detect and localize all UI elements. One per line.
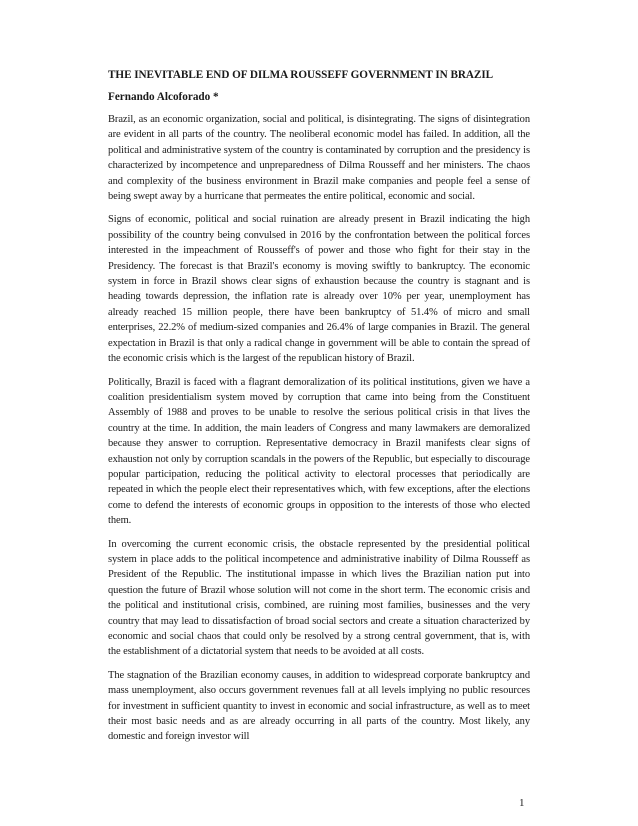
- paragraph: Brazil, as an economic organization, social and political, is disintegrating. The signs of disintegration are evident in all parts of the country. The neoliberal economic model has failed. In addition, all the political and administrative system of the country is contaminated by corruption and the presidency is characterized by incompetence and unpreparedness of Dilma Rousseff and her ministers. The chaos and complexity of the business environment in Brazil make companies and people feel a sense of being swept away by a hurricane that permeates the entire political, economic and social.: [108, 114, 530, 203]
- paragraph: Politically, Brazil is faced with a flagrant demoralization of its political institutions, given we have a coalition presidentialism system moved by corruption that came into being from the Constituent Assembly of 1988 and proves to be unable to resolve the serious political crisis in that lives the country at the time. In addition, the main leaders of Congress and many lawmakers are demoralized because they answer to corruption. Representative democracy in Brazil manifests clear signs of exhaustion not only by corruption scandals in the powers of the Republic, but especially to discourage popular participation, reducing the political activity to electoral processes that periodically are repeated in which the people elect their representatives which, with few exceptions, after the elections come to defend the interests of economic groups in opposition to the interests of those who elected them.: [108, 376, 530, 527]
- document-page: [108, 68, 530, 753]
- paragraph: Signs of economic, political and social ruination are already present in Brazil indicating the high possibility of the country being convulsed in 2016 by the confrontation between the political forces interested in the impeachment of Rousseff's of power and those who fight for their stay in the Presidency. The forecast is that Brazil's economy is moving swiftly to bankruptcy. The economic system in force in Brazil shows clear signs of exhaustion because the country is stagnant and is heading towards depression, the inflation rate is already over 10% per year, unemployment has already reached 15 million people, there have been bankruptcy of 51.4% of micro and small enterprises, 22.2% of medium-sized companies and 26.4% of large companies in Brazil. The general expectation in Brazil is that only a radical change in government will be able to contain the spread of the economic crisis which is the largest of the republican history of Brazil.: [108, 214, 530, 365]
- paragraph: The stagnation of the Brazilian economy causes, in addition to widespread corporate bankruptcy and mass unemployment, also occurs government revenues fall at all levels implying no public resources for investment in sufficient quantity to invest in economic and social infrastructure, as well as to meet their most basic needs and as are already occurring in all parts of the country. Most likely, any domestic and foreign investor will: [108, 669, 530, 743]
- paragraph: In overcoming the current economic crisis, the obstacle represented by the presidential political system in place adds to the political incompetence and administrative inability of Dilma Rousseff as President of the Republic. The institutional impasse in which lives the Brazilian nation put into question the future of Brazil whose solution will not come in the short term. The economic crisis and the political and institutional crisis, combined, are ruining most families, businesses and the very country that may lead to dissatisfaction of broad social sectors and create a situation characterized by economic and social chaos that could only be resolved by a strong central government, that is, with the establishment of a dictatorial system that needs to be avoided at all costs.: [108, 538, 530, 658]
- document-title: THE INEVITABLE END OF DILMA ROUSSEFF GOVERNMENT IN BRAZIL: [108, 69, 494, 81]
- author-name: Fernando Alcoforado *: [108, 91, 219, 103]
- page-number: 1: [519, 797, 525, 809]
